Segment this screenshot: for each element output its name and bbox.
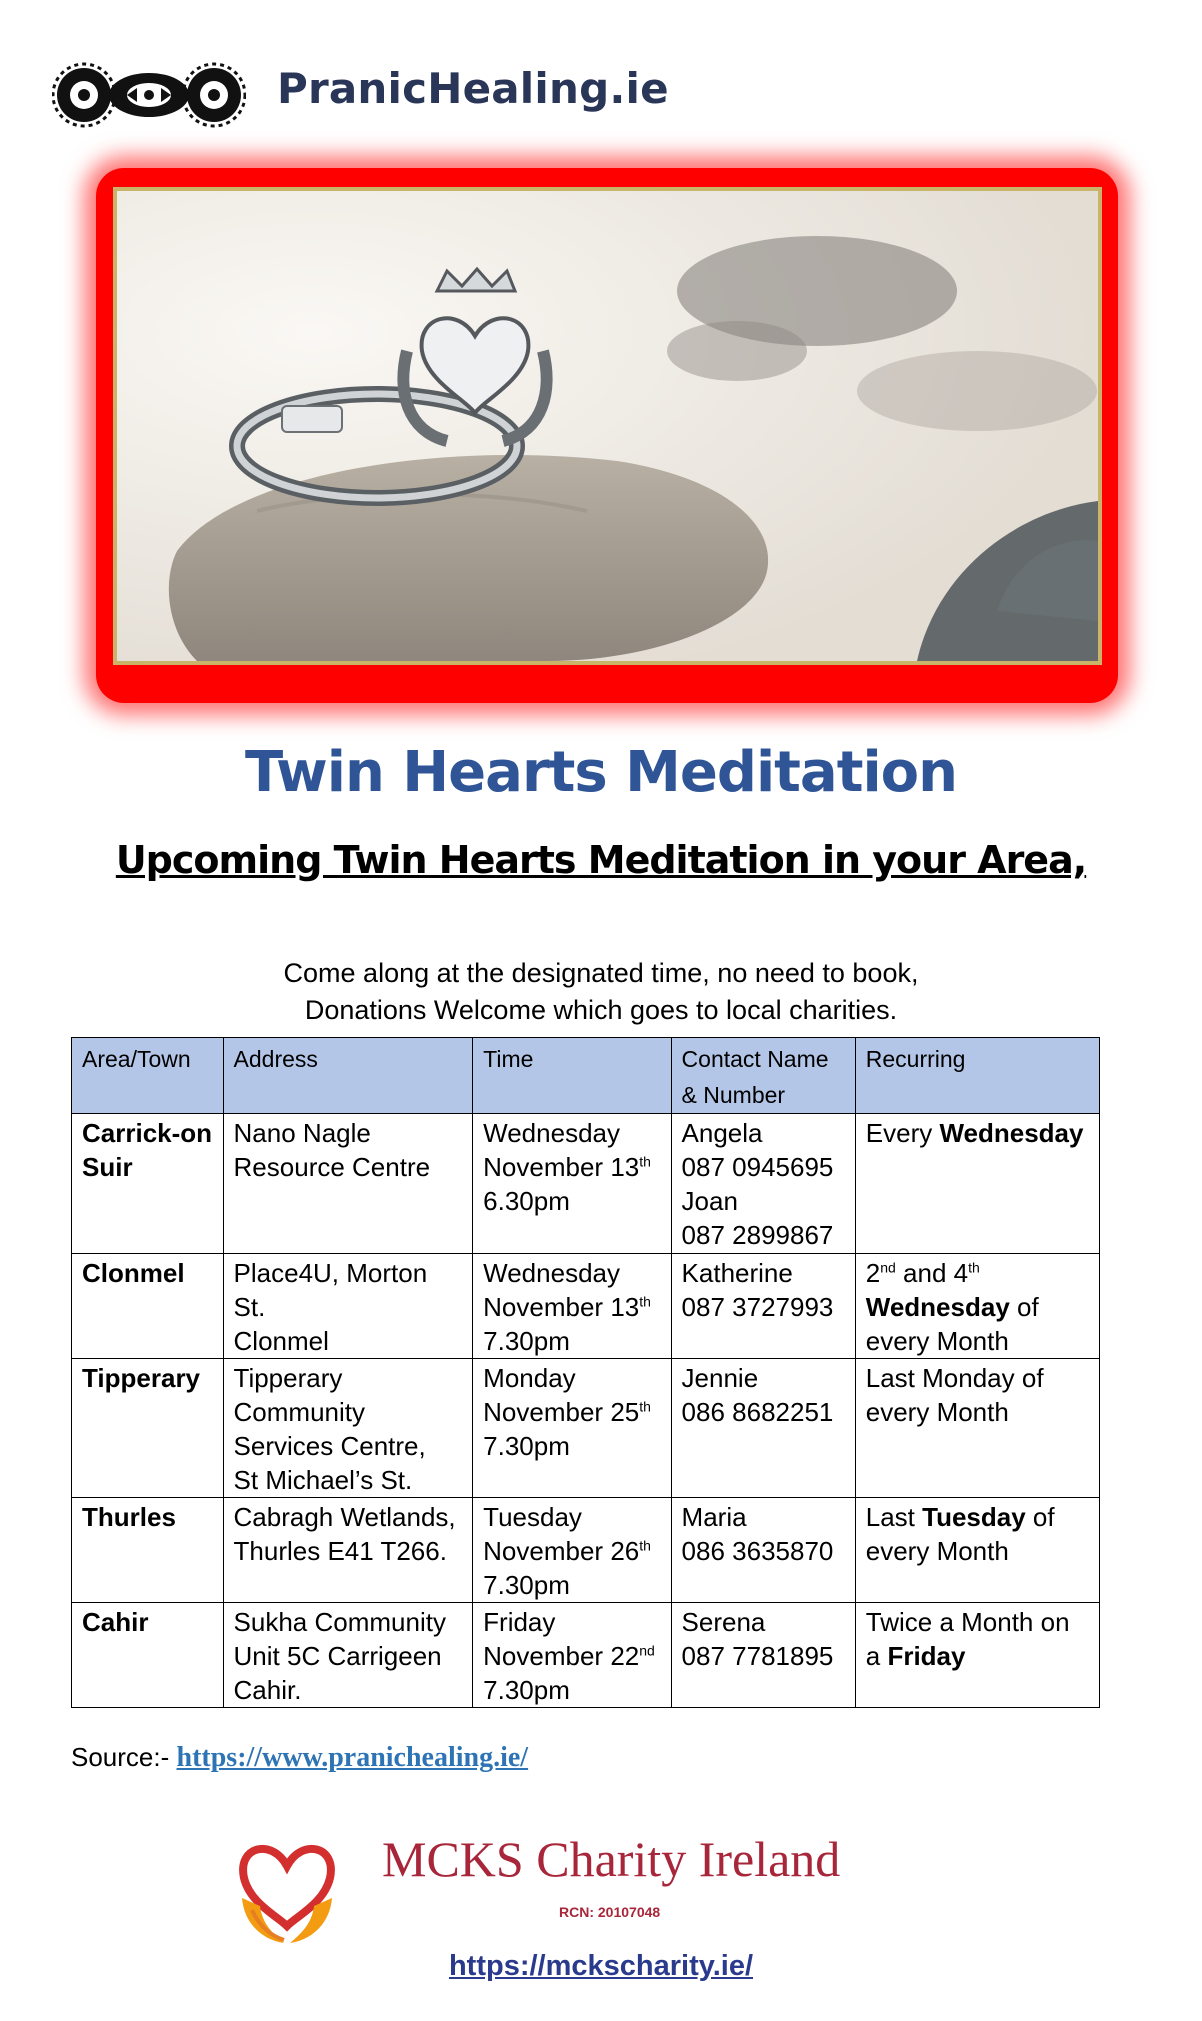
intro-text xyxy=(0,955,1202,1029)
recurring-cell: Last Tuesday of every Month xyxy=(855,1498,1099,1603)
time-hour: 7.30pm xyxy=(483,1570,570,1600)
intro-line-1: Come along at the designated time, no need to book, xyxy=(283,958,919,988)
address-line: Cahir. xyxy=(233,1675,302,1705)
time-day: Monday xyxy=(483,1363,576,1393)
mcks-org-name: MCKS Charity Ireland xyxy=(382,1831,841,1887)
area-cell: Tipperary xyxy=(72,1359,224,1498)
address-line: Thurles E41 T266. xyxy=(233,1536,447,1566)
table-header-row xyxy=(72,1038,1100,1114)
recurring-cell: Every Wednesday xyxy=(855,1114,1099,1254)
page-title: Twin Hearts Meditation xyxy=(244,740,958,805)
time-date: November 13th xyxy=(483,1292,651,1322)
intro-line-2: Donations Welcome which goes to local charities. xyxy=(304,995,898,1025)
time-cell xyxy=(473,1254,671,1359)
rcn-number: RCN: 20107048 xyxy=(559,1904,661,1920)
address-cell xyxy=(223,1498,473,1603)
address-cell xyxy=(223,1114,473,1254)
claddagh-ring-icon xyxy=(117,191,1098,661)
table-row xyxy=(72,1359,1100,1498)
time-hour: 7.30pm xyxy=(483,1675,570,1705)
address-line: St. xyxy=(233,1292,266,1322)
time-date: November 25th xyxy=(483,1397,651,1427)
mcks-link[interactable]: https://mckscharity.ie/ xyxy=(448,1950,754,1982)
mcks-heart-hands-logo-icon xyxy=(232,1828,342,1948)
area-cell: Clonmel xyxy=(72,1254,224,1359)
recurring-cell: Last Monday of every Month xyxy=(855,1359,1099,1498)
address-cell xyxy=(223,1254,473,1359)
contact-name: Joan xyxy=(681,1186,738,1216)
contact-phone: 087 7781895 xyxy=(681,1641,834,1671)
address-line: Resource Centre xyxy=(233,1152,431,1182)
address-line: Clonmel xyxy=(233,1326,329,1356)
time-hour: 6.30pm xyxy=(483,1186,570,1216)
brand-logo[interactable] xyxy=(52,60,246,130)
time-day: Wednesday xyxy=(483,1258,620,1288)
contact-phone: 087 3727993 xyxy=(681,1292,834,1322)
address-line: Nano Nagle xyxy=(233,1118,371,1148)
contact-name: Angela xyxy=(681,1118,763,1148)
time-day: Wednesday xyxy=(483,1118,620,1148)
contact-cell xyxy=(671,1254,855,1359)
table-row xyxy=(72,1498,1100,1603)
address-line: Tipperary xyxy=(233,1363,343,1393)
address-line: Place4U, Morton xyxy=(233,1258,428,1288)
time-hour: 7.30pm xyxy=(483,1431,570,1461)
address-line: Sukha Community xyxy=(233,1607,446,1637)
address-cell xyxy=(223,1359,473,1498)
area-cell: Thurles xyxy=(72,1498,224,1603)
column-header-contact: Contact Name & Number xyxy=(671,1038,855,1114)
time-cell xyxy=(473,1359,671,1498)
recurring-cell: 2nd and 4th Wednesday of every Month xyxy=(855,1254,1099,1359)
contact-phone: 086 3635870 xyxy=(681,1536,834,1566)
time-date: November 26th xyxy=(483,1536,651,1566)
time-hour: 7.30pm xyxy=(483,1326,570,1356)
contact-phone: 086 8682251 xyxy=(681,1397,834,1427)
brand-name[interactable]: PranicHealing.ie xyxy=(277,64,669,113)
contact-name: Katherine xyxy=(681,1258,793,1288)
area-cell: Cahir xyxy=(72,1603,224,1708)
page-subtitle: Upcoming Twin Hearts Meditation in your Area, xyxy=(115,838,1087,882)
table-row xyxy=(72,1603,1100,1708)
meditation-schedule-table xyxy=(71,1037,1100,1708)
time-cell xyxy=(473,1603,671,1708)
address-cell xyxy=(223,1603,473,1708)
contact-phone: 087 0945695 xyxy=(681,1152,834,1182)
area-cell: Carrick-on Suir xyxy=(72,1114,224,1254)
time-day: Friday xyxy=(483,1607,556,1637)
contact-name: Maria xyxy=(681,1502,747,1532)
address-line: Cabragh Wetlands, xyxy=(233,1502,456,1532)
time-date: November 22nd xyxy=(483,1641,655,1671)
contact-cell xyxy=(671,1603,855,1708)
table-row xyxy=(72,1114,1100,1254)
time-day: Tuesday xyxy=(483,1502,582,1532)
table-row xyxy=(72,1254,1100,1359)
column-header-area: Area/Town xyxy=(72,1038,224,1114)
address-line: Services Centre, xyxy=(233,1431,426,1461)
address-line: Unit 5C Carrigeen xyxy=(233,1641,442,1671)
contact-cell xyxy=(671,1359,855,1498)
contact-cell xyxy=(671,1498,855,1603)
address-line: Community xyxy=(233,1397,366,1427)
contact-name: Serena xyxy=(681,1607,766,1637)
address-line: St Michael’s St. xyxy=(233,1465,413,1495)
contact-cell xyxy=(671,1114,855,1254)
source-label: Source:- xyxy=(71,1742,177,1772)
source-line xyxy=(71,1742,528,1774)
time-cell xyxy=(473,1498,671,1603)
pranic-healing-logo-icon xyxy=(52,60,246,130)
hero-image xyxy=(113,187,1102,665)
column-header-time: Time xyxy=(473,1038,671,1114)
contact-name: Jennie xyxy=(681,1363,759,1393)
column-header-address: Address xyxy=(223,1038,473,1114)
recurring-cell: Twice a Month on a Friday xyxy=(855,1603,1099,1708)
time-cell xyxy=(473,1114,671,1254)
time-date: November 13th xyxy=(483,1152,651,1182)
column-header-recurring: Recurring xyxy=(855,1038,1099,1114)
contact-phone: 087 2899867 xyxy=(681,1220,834,1250)
source-link[interactable]: https://www.pranichealing.ie/ xyxy=(176,1742,529,1773)
